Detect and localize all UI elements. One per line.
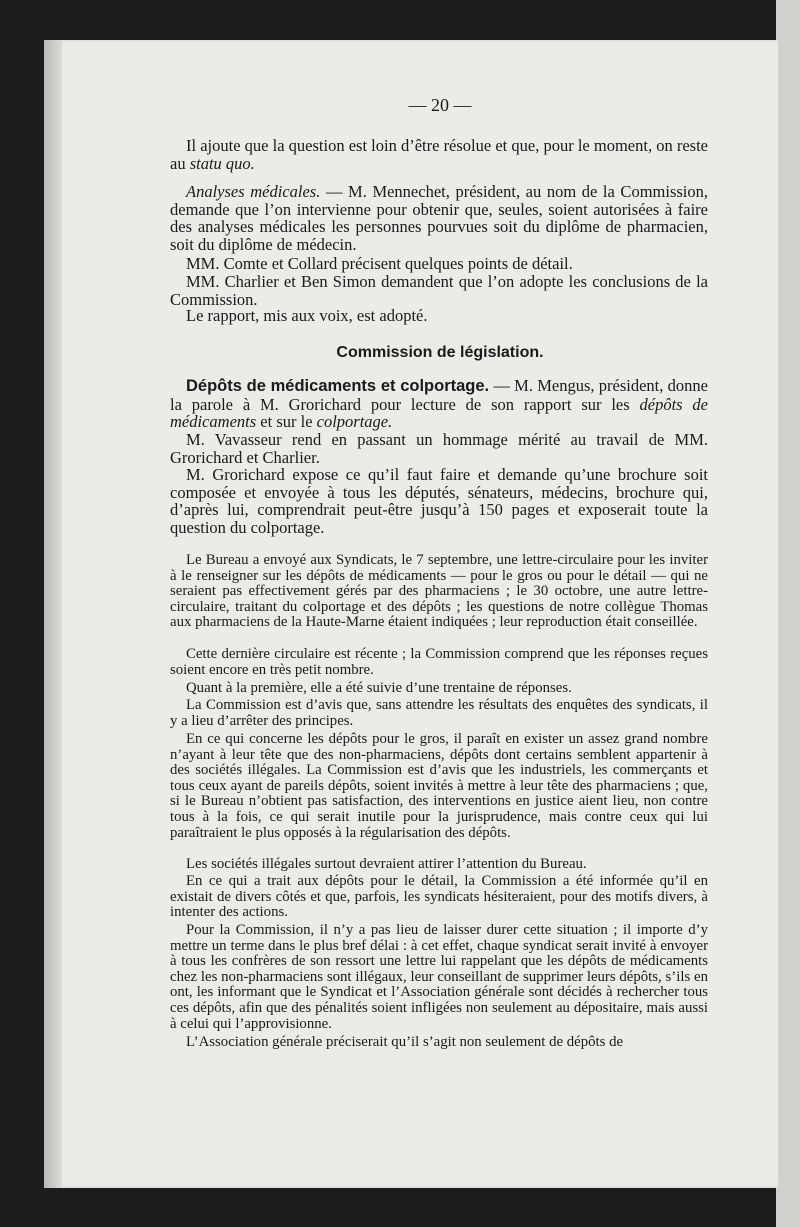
paragraph-text: — M. Mennechet, président, au nom de la Commission, demande que l’on intervienne pour obtenir que, seules, soient autorisées à faire des analyses médicales les personnes pourvues soit du diplôme de pharmacien, soit du diplôme de médecin.	[170, 182, 708, 254]
section-heading: Commission de législation.	[336, 344, 544, 361]
paragraph-text: Le rapport, mis aux voix, est adopté.	[186, 306, 428, 325]
report-paragraph	[170, 732, 708, 841]
italic-text: dépôts de médicaments	[170, 394, 708, 431]
report-paragraph	[170, 857, 708, 873]
paragraph-text: Il ajoute que la question est loin d’être résolue et que, pour le moment, on reste au	[170, 136, 708, 173]
paragraph-vavasseur	[170, 431, 708, 466]
paragraph-analyses	[170, 183, 708, 253]
paragraph-text: En ce qui a trait aux dépôts pour le détail, la Commission a été informée qu’il en existait de divers côtés et que, parfois, les syndicats hésiteraient, pour des motifs divers, à intenter des actions.	[170, 873, 708, 921]
paragraph-grorichard	[170, 466, 708, 536]
report-paragraph	[170, 698, 708, 729]
paragraph-text: Les sociétés illégales surtout devraient attirer l’attention du Bureau.	[186, 856, 587, 872]
paragraph-charlier	[170, 273, 708, 308]
paragraph-comte	[170, 255, 708, 273]
paragraph-text: Pour la Commission, il n’y a pas lieu de laisser durer cette situation ; il importe d’y mettre un terme dans le plus bref délai : à cet effet, chaque syndicat serait invité à envoyer à tous les confrères de son ressort une lettre lui rappelant que les dépôts de médicaments chez les non-pharmaciens sont illégaux, leur conseillant de supprimer leurs dépôts, s’ils en ont, les informant que le Syndicat et l’Association générale sont décidés à rechercher tous ces dépôts, afin que des pénalités soient infligées non seulement au dépositaire, mais aussi à celui qui l’approvisionne.	[170, 922, 708, 1032]
paragraph-text: et sur le	[256, 412, 317, 431]
paragraph-text: M. Vavasseur rend en passant un hommage mérité au travail de MM. Grorichard et Charlier.	[170, 430, 708, 467]
paragraph-depots	[170, 377, 708, 431]
paragraph-text: En ce qui concerne les dépôts pour le gros, il paraît en exister un assez grand nombre n’ayant à leur tête que des non-pharmaciens, dépôts dont certains semblent appartenir à des sociétés illégales. La Commission est d’avis que les industriels, les commerçants et tous ceux ayant de pareils dépôts, soient invités à mettre à leur tête des pharmaciens ; que, si le Bureau n’obtient pas satisfaction, des interventions en justice aient lieu, non contre tous à la fois, ce qui serait inutile pour la jurisprudence, mais contre ceux qui lui paraîtraient le plus opposés à la régularisation des dépôts.	[170, 731, 708, 841]
report-paragraph	[170, 647, 708, 678]
subsection-title: Dépôts de médicaments et colportage.	[186, 377, 490, 395]
report-paragraph	[170, 553, 708, 631]
paragraph-text: MM. Comte et Collard précisent quelques points de détail.	[186, 254, 573, 273]
paragraph-adopte	[170, 307, 708, 325]
report-paragraph	[170, 681, 708, 697]
italic-text: statu quo.	[189, 153, 255, 173]
paragraph-text: Le Bureau a envoyé aux Syndicats, le 7 septembre, une lettre-circulaire pour les inviter à le renseigner sur les dépôts de médicaments — pour le gros ou pour le détail — qui ne seraient pas effectivement gérés par des pharmaciens ; le 30 octobre, une autre lettre-circulaire, traitant du colportage et des dépôts ; les questions de notre collègue Thomas aux pharmaciens de la Haute-Marne étaient indiquées ; leur reproduction était conseillée.	[170, 552, 708, 631]
page-number: — 20 —	[408, 95, 472, 115]
paragraph-text: M. Grorichard expose ce qu’il faut faire et demande qu’une brochure soit composée et envoyée à tous les députés, sénateurs, médecins, brochure qui, d’après lui, comprendrait peut-être jusqu’à 150 pages et exposerait toute la question du colportage.	[170, 465, 708, 537]
paragraph-text: Cette dernière circulaire est récente ; la Commission comprend que les réponses reçues soient encore en très petit nombre.	[170, 646, 708, 678]
paragraph-text: La Commission est d’avis que, sans attendre les résultats des enquêtes des syndicats, il y a lieu d’arrêter des principes.	[170, 697, 708, 729]
page-binding-edge	[44, 40, 62, 1188]
paragraph-text: L’Association générale préciserait qu’il s’agit non seulement de dépôts de	[186, 1034, 624, 1050]
paragraph-text: Quant à la première, elle a été suivie d’une trentaine de réponses.	[186, 680, 572, 696]
paragraph-text: — M. Mengus, président, donne la parole à M. Grorichard pour lecture de son rapport sur les	[170, 376, 708, 414]
report-paragraph	[170, 874, 708, 921]
report-paragraph	[170, 1035, 708, 1051]
report-paragraph	[170, 923, 708, 1032]
background-page-edge	[776, 0, 800, 1227]
paragraph-statu-quo	[170, 137, 708, 172]
italic-text: colportage.	[316, 412, 393, 431]
italic-heading: Analyses médicales.	[186, 182, 321, 201]
paragraph-text: MM. Charlier et Ben Simon demandent que l’on adopte les conclusions de la Commission.	[170, 272, 708, 309]
